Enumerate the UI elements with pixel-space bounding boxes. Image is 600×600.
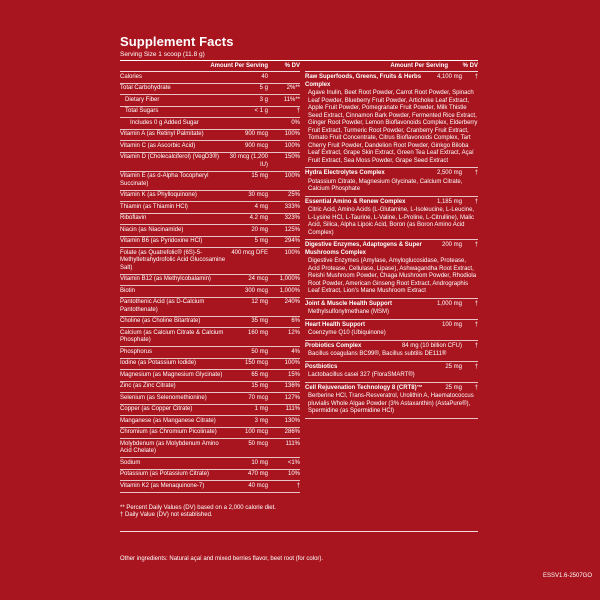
nutrient-row — [120, 275, 300, 287]
nutrient-dv: 150% — [284, 154, 300, 160]
nutrient-row — [120, 107, 300, 119]
blend-block — [305, 240, 478, 299]
nutrient-name: Total Sugars — [125, 108, 159, 114]
nutrient-row — [120, 347, 300, 359]
nutrient-name: Sodium — [120, 459, 141, 466]
nutrient-row — [120, 481, 300, 493]
nutrient-dv: 323% — [284, 215, 300, 221]
nutrient-name: Calories — [120, 73, 143, 80]
blend-amount: 1,000 mg — [436, 300, 462, 307]
footnote-dagger: † Daily Value (DV) not established. — [120, 512, 213, 518]
blend-block — [305, 72, 478, 168]
nutrient-dv: 127% — [284, 394, 300, 401]
nutrient-dv: 125% — [284, 226, 300, 233]
nutrient-amount: 150 mcg — [244, 360, 268, 366]
nutrient-amount: 65 mg — [251, 371, 268, 378]
nutrient-amount: 300 mcg — [244, 287, 268, 294]
nutrient-row — [120, 153, 300, 172]
blend-ingredients: Coenzyme Q10 (Ubiquinone) — [308, 330, 386, 336]
nutrient-row — [120, 370, 300, 382]
blend-dv: † — [474, 363, 478, 370]
blend-ingredients: Lactobacillus casei 327 (FloraSMART®) — [308, 372, 415, 378]
nutrient-row — [120, 298, 300, 317]
blend-dv: † — [474, 300, 478, 307]
blend-ingredients: Potassium Citrate, Magnesium Glycinate, Calcium Citrate, Calcium Phosphate — [308, 178, 463, 192]
blend-name: Joint & Muscle Health Support — [305, 300, 393, 307]
nutrient-row — [120, 95, 300, 107]
nutrient-row — [120, 84, 300, 96]
nutrient-row — [120, 141, 300, 153]
nutrient-row — [120, 458, 300, 470]
nutrient-dv: 2%** — [286, 85, 300, 91]
nutrient-name: Vitamin B6 (as Pyridoxine HCl) — [120, 238, 203, 244]
nutrient-row — [120, 382, 300, 394]
nutrient-row — [120, 191, 300, 203]
nutrient-name: Iodine (as Potassium Iodide) — [120, 360, 197, 366]
nutrient-amount: 160 mg — [247, 329, 268, 336]
nutrient-dv: 100% — [284, 249, 300, 256]
nutrient-amount: 900 mcg — [244, 131, 268, 137]
dv-header: % DV — [284, 62, 300, 69]
nutrient-amount: 5 g — [259, 85, 268, 91]
nutrient-name: Molybdenum (as Molybdenum Amino Acid Chelate) — [120, 440, 219, 454]
nutrient-name: Vitamin K (as Phylloquinone) — [120, 192, 197, 198]
nutrient-row — [120, 118, 300, 130]
nutrient-amount: 10 mg — [251, 459, 268, 466]
nutrient-amount: 70 mcg — [248, 394, 268, 401]
nutrient-row — [120, 202, 300, 214]
nutrient-dv: 240% — [284, 299, 300, 305]
nutrient-row — [120, 172, 300, 191]
blend-block — [305, 320, 478, 341]
nutrient-amount: 400 mcg DFE — [231, 249, 268, 256]
nutrient-amount: 4.2 mg — [249, 215, 268, 221]
blend-block — [305, 197, 478, 241]
blend-header — [305, 199, 478, 207]
blend-dv: † — [474, 321, 478, 328]
right-table-header — [305, 62, 478, 72]
nutrient-name: Pantothenic Acid (as D-Calcium Pantothenate) — [120, 299, 205, 313]
bottom-divider — [120, 531, 478, 532]
nutrient-dv: 1,000% — [279, 276, 300, 282]
blend-header — [305, 343, 478, 351]
blend-ingredients: Bacillus coagulans BC99®, Bacillus subtilis DE111® — [308, 351, 447, 357]
blend-header — [305, 301, 478, 309]
nutrient-amount: 50 mcg — [248, 440, 268, 447]
nutrient-name: Vitamin A (as Retinyl Palmitate) — [120, 131, 204, 137]
nutrient-dv: 6% — [291, 318, 300, 324]
nutrient-name: Vitamin B12 (as Methylcobalamin) — [120, 276, 211, 282]
blend-block — [305, 383, 478, 419]
nutrient-amount: 900 mcg — [244, 142, 268, 149]
nutrient-name: Niacin (as Niacinamide) — [120, 226, 184, 233]
nutrient-row — [120, 72, 300, 84]
blend-amount: 100 mg — [441, 321, 462, 328]
serving-size: Serving Size 1 scoop (11.8 g) — [120, 51, 205, 58]
blend-ingredients: Digestive Enzymes (Amylase, Amyloglucosidase, Protease, Acid Protease, Cellulase, Lipase), Ashwagandha Root Extract, Reishi Mushroom Powder, Chaga Mushroom Powder, Rhodiola Root Powder, American Ginseng Root Extract, Andrographis Leaf Extract, Lion's Mane Mushroom Extract — [308, 258, 477, 294]
nutrient-amount: 24 mcg — [248, 276, 268, 282]
nutrient-amount: 1 mg — [254, 406, 268, 412]
nutrient-name: Vitamin E (as d-Alpha Tocopheryl Succinate) — [120, 173, 209, 187]
nutrient-dv: 100% — [284, 131, 300, 137]
blend-amount: 25 mg — [445, 384, 462, 391]
amount-header: Amount Per Serving — [210, 62, 268, 69]
blend-dv: † — [474, 342, 478, 349]
nutrient-amount: 4 mg — [254, 203, 268, 210]
nutrient-dv: 136% — [284, 383, 300, 389]
blend-dv: † — [474, 198, 478, 205]
nutrient-dv: 100% — [284, 360, 300, 366]
nutrient-dv: 10% — [287, 471, 300, 477]
blend-name: Hydra Electrolytes Complex — [305, 170, 385, 176]
blend-block — [305, 362, 478, 383]
nutrient-amount: 3 g — [259, 96, 268, 103]
footnote-dv: ** Percent Daily Values (DV) based on a 2,000 calorie diet. — [120, 504, 276, 511]
nutrient-row — [120, 214, 300, 226]
blend-block — [305, 341, 478, 362]
right-blend-table — [305, 62, 478, 419]
nutrient-amount: 30 mcg (1,200 IU) — [229, 154, 268, 168]
nutrient-name: Biotin — [120, 287, 136, 294]
blend-amount: 200 mg — [441, 242, 462, 248]
nutrient-amount: 30 mcg — [248, 192, 268, 198]
nutrient-dv: 111% — [285, 406, 300, 412]
blend-ingredients: Agave Inulin, Beet Root Powder, Carrot Root Powder, Spinach Leaf Powder, Blueberry Fruit Powder, Artichoke Leaf Extract, Apple Fruit Powder, Pomegranate Fruit Powder, Milk Thistle Seed Extract, Cinnamon Bark Powder, Fermented Rice Extract, Ginger Root Powder, Lemon Bioflavonoids Complex, Elderberry Fruit Extract, Turmeric Root Powder, Cranberry Fruit Extract, Tomato Fruit Concentrate, Citrus Bioflavonoids Complex, Tart Cherry Fruit Powder, Dandelion Root Powder, Ginkgo Biloba Leaf Extract, Grape Skin Extract, Green Tea Leaf Extract, Açaí Fruit Extract, Sea Moss Powder, Grape Seed Extract — [308, 90, 478, 164]
blend-block — [305, 299, 478, 320]
blend-header — [305, 170, 478, 178]
nutrient-row — [120, 359, 300, 371]
nutrient-amount: 40 — [261, 73, 268, 80]
blend-name: Essential Amino & Renew Complex — [305, 198, 406, 205]
dv-header: % DV — [462, 62, 478, 69]
nutrient-name: Choline (as Choline Bitartrate) — [120, 318, 201, 324]
nutrient-dv: 11%** — [283, 96, 300, 103]
nutrient-dv: 286% — [284, 429, 300, 435]
nutrient-amount: 35 mg — [251, 318, 268, 324]
blend-amount: 25 mg — [445, 363, 462, 370]
nutrient-dv: 100% — [284, 173, 300, 179]
nutrient-amount: 12 mg — [251, 299, 268, 305]
blend-amount: 84 mg (10 billion CFU) — [401, 342, 462, 349]
footnotes — [120, 505, 300, 520]
blend-dv: † — [474, 242, 478, 248]
nutrient-name: Includes 0 g Added Sugar — [130, 119, 199, 126]
nutrient-amount: 20 mg — [251, 226, 268, 233]
blend-ingredients: Methylsulfonylmethane (MSM) — [308, 309, 390, 315]
nutrient-row — [120, 225, 300, 237]
nutrient-name: Dietary Fiber — [125, 96, 160, 103]
nutrient-row — [120, 405, 300, 417]
nutrient-dv: 100% — [284, 142, 300, 149]
blend-dv: † — [474, 170, 478, 176]
nutrient-row — [120, 416, 300, 428]
nutrient-row — [120, 428, 300, 440]
blend-ingredients: Citric Acid, Amino Acids (L-Glutamine, L-Isoleucine, L-Leucine, L-Lysine HCl, L-Taurine, L-Valine, L-Proline, L-Citrulline), Malic Acid, Silica, Alpha Lipoic Acid, Boron (as Boron Amino Acid Complex) — [308, 207, 475, 236]
nutrient-name: Vitamin K2 (as Menaquinone-7) — [120, 482, 205, 489]
nutrient-dv: 15% — [287, 371, 300, 378]
nutrient-name: Thiamin (as Thiamin HCl) — [120, 203, 188, 210]
nutrient-name: Calcium (as Calcium Citrate & Calcium Phosphate) — [120, 329, 224, 343]
blend-dv: † — [474, 384, 478, 391]
nutrient-amount: < 1 g — [254, 108, 268, 114]
nutrient-row — [120, 317, 300, 329]
nutrient-row — [120, 130, 300, 142]
top-divider — [120, 60, 478, 61]
nutrient-name: Selenium (as Selenomethionine) — [120, 394, 207, 401]
nutrient-name: Vitamin D (Cholecalciferol) (VegD3®) — [120, 154, 220, 160]
other-ingredients: Other ingredients: Natural açaí and mixed berries flavor, beet root (for color). — [120, 556, 324, 562]
nutrient-amount: 100 mcg — [244, 429, 268, 435]
nutrient-dv: <1% — [287, 459, 300, 466]
blend-name: Raw Superfoods, Greens, Fruits & Herbs Complex — [305, 74, 422, 88]
nutrient-dv: 333% — [284, 203, 300, 210]
nutrient-name: Manganese (as Manganese Citrate) — [120, 417, 216, 424]
amount-header: Amount Per Serving — [390, 62, 448, 69]
nutrient-dv: 294% — [284, 238, 300, 244]
nutrient-dv: 4% — [291, 348, 300, 355]
nutrient-dv: 12% — [287, 329, 300, 336]
nutrient-dv: 25% — [287, 192, 300, 198]
blend-name: Heart Health Support — [305, 321, 366, 328]
nutrient-row — [120, 439, 300, 458]
left-table-header — [120, 62, 300, 72]
blend-amount: 1,185 mg — [436, 198, 462, 205]
nutrient-row — [120, 328, 300, 347]
nutrient-name: Riboflavin — [120, 215, 147, 221]
nutrient-row — [120, 286, 300, 298]
nutrient-name: Vitamin C (as Ascorbic Acid) — [120, 142, 196, 149]
panel-title: Supplement Facts — [120, 34, 234, 49]
nutrient-amount: 50 mg — [251, 348, 268, 355]
blend-dv: † — [474, 74, 478, 80]
nutrient-dv: † — [296, 108, 300, 114]
blend-name: Digestive Enzymes, Adaptogens & Super Mushrooms Complex — [305, 242, 422, 256]
nutrient-name: Chromium (as Chromium Picolinate) — [120, 429, 217, 435]
blend-header — [305, 364, 478, 372]
product-code: ESSV1.6-2507GO — [542, 573, 592, 579]
nutrient-amount: 3 mg — [254, 417, 268, 424]
nutrient-amount: 15 mg — [251, 173, 268, 179]
blend-block — [305, 168, 478, 197]
nutrient-name: Phosphorus — [120, 348, 153, 355]
nutrient-name: Potassium (as Potassium Citrate) — [120, 471, 210, 477]
blend-name: Cell Rejuvenation Technology 8 (CRT8)™ — [305, 384, 423, 391]
nutrient-row — [120, 470, 300, 482]
nutrient-amount: 5 mg — [254, 238, 268, 244]
blend-ingredients: Berberine HCl, Trans-Resveratrol, Urolithin A, Haematococcus pluvialis Whole Algae Powder (3% Astaxanthin) (AstaPure®), Spermidine (as Spermidine HCl) — [308, 393, 474, 414]
nutrient-row — [120, 237, 300, 249]
nutrient-name: Total Carbohydrate — [120, 85, 171, 91]
nutrient-amount: 470 mg — [247, 471, 268, 477]
nutrient-name: Zinc (as Zinc Citrate) — [120, 383, 176, 389]
nutrient-name: Folate (as Quatrefolic® (6S)-5-Methyltetrahydrofolic Acid Glucosamine Salt) — [120, 249, 226, 271]
nutrient-amount: 40 mcg — [248, 482, 268, 489]
nutrient-dv: 1,000% — [279, 287, 300, 294]
blend-amount: 4,100 mg — [436, 74, 462, 80]
nutrient-dv: 0% — [291, 119, 300, 126]
nutrient-amount: 15 mg — [251, 383, 268, 389]
blend-amount: 2,500 mg — [436, 170, 462, 176]
left-nutrient-table — [120, 62, 300, 520]
blend-header — [305, 242, 478, 257]
nutrient-name: Magnesium (as Magnesium Glycinate) — [120, 371, 223, 378]
blend-header — [305, 322, 478, 330]
nutrient-dv: 130% — [284, 417, 300, 424]
blend-name: Probiotics Complex — [305, 342, 362, 349]
nutrient-name: Copper (as Copper Citrate) — [120, 406, 193, 412]
nutrient-row — [120, 248, 300, 275]
nutrient-dv: 111% — [285, 440, 300, 447]
blend-header — [305, 74, 478, 89]
blend-name: Postbiotics — [305, 363, 338, 370]
blend-header — [305, 385, 478, 393]
nutrient-dv: † — [296, 482, 300, 489]
nutrient-row — [120, 393, 300, 405]
